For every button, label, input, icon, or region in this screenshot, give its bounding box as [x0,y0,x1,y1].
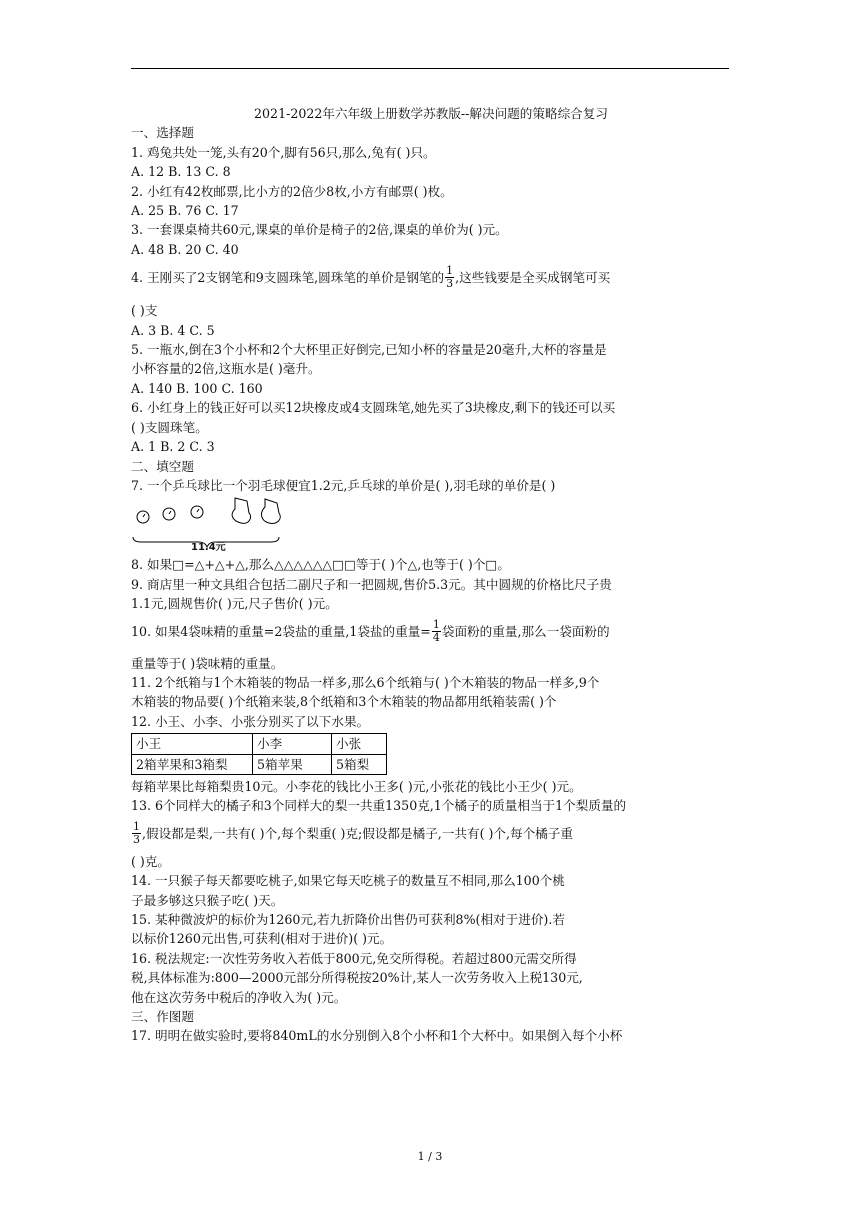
question-3: 3. 一套课桌椅共60元,课桌的单价是椅子的2倍,课桌的单价为( )元。 [131,222,508,238]
fraction: $\frac{1}{4}$ [432,618,440,645]
question-4: 4. 王刚买了2支钢笔和9支圆珠笔,圆珠笔的单价是钢笔的 $\frac{1}{3}$ ,这些钱要是全买成钢笔可买 [131,263,611,290]
table-cell: 5箱苹果 [253,754,332,774]
fruit-table [131,733,387,775]
fraction: $\frac{1}{3}$ [446,263,454,290]
question-11-line2: 木箱装的物品要( )个纸箱来装,8个纸箱和3个木箱装的物品都用纸箱装需( )个 [131,694,557,710]
question-9-line2: 1.1元,圆规售价( )元,尺子售价( )元。 [131,596,338,612]
question-16: 16. 税法规定:一次性劳务收入若低于800元,免交所得税。若超过800元需交所得 [131,950,577,966]
question-2: 2. 小红有42枚邮票,比小方的2倍少8枚,小方有邮票( )枚。 [131,183,453,199]
question-1: 1. 鸡兔共处一笼,头有20个,脚有56只,那么,兔有( )只。 [131,144,436,160]
table-header-cell: 小李 [253,734,332,754]
fraction: $\frac{1}{3}$ [133,820,140,847]
question-14-line2: 子最多够这只猴子吃( )天。 [131,892,284,908]
question-15-line2: 以标价1260元出售,可获利(相对于进价)( )元。 [131,931,393,947]
question-5-line2: 小杯容量的2倍,这瓶水是( )毫升。 [131,361,321,377]
question-14: 14. 一只猴子每天都要吃桃子,如果它每天吃桃子的数量互不相同,那么100个桃 [131,873,565,889]
table-row [132,754,387,774]
question-15: 15. 某种微波炉的标价为1260元,若九折降价出售仍可获利8%(相对于进价).若 [131,912,565,927]
section-heading: 三、作图题 [131,1009,194,1025]
question-9: 9. 商店里一种文具组合包括二副尺子和一把圆规,售价5.3元。其中圆规的价格比尺子贵 [131,576,612,592]
question-13: 13. 6个同样大的橘子和3个同样大的梨一共重1350克,1个橘子的质量相当于1个梨质量的 [131,798,627,814]
section-heading: 一、选择题 [131,125,194,141]
table-header-cell: 小王 [132,734,253,754]
table-cell: 2箱苹果和3箱梨 [132,754,253,774]
page-number: 1 / 3 [417,1150,443,1163]
question-12: 12. 小王、小李、小张分别买了以下水果。 [131,713,370,729]
worksheet [131,104,731,1046]
question-3-options: A. 48 B. 20 C. 40 [131,241,239,257]
question-11: 11. 2个纸箱与1个木箱装的物品一样多,那么6个纸箱与( )个木箱装的物品一样多,9个 [131,674,600,690]
question-6-options: A. 1 B. 2 C. 3 [131,439,215,455]
question-16-line3: 他在这次劳务中税后的净收入为( )元。 [131,989,347,1005]
question-13-line3: ( )克。 [131,853,171,869]
question-17: 17. 明明在做实验时,要将840mL的水分别倒入8个小杯和1个大杯中。如果倒入每个小杯 [131,1028,623,1044]
table-row [132,734,387,754]
question-6-line2: ( )支圆珠笔。 [131,419,208,435]
price-label: 11.4元 [191,542,226,554]
question-2-options: A. 25 B. 76 C. 17 [131,203,239,219]
question-4-options: A. 3 B. 4 C. 5 [131,322,215,338]
question-6: 6. 小红身上的钱正好可以买12块橡皮或4支圆珠笔,她先买了3块橡皮,剩下的钱还可以买 [131,400,616,416]
question-5-options: A. 140 B. 100 C. 160 [131,380,263,396]
question-5: 5. 一瓶水,倒在3个小杯和2个大杯里正好倒完,已知小杯的容量是20毫升,大杯的容量是 [131,342,607,358]
question-4-line2: ( )支 [131,303,158,319]
question-1-options: A. 12 B. 13 C. 8 [131,164,231,180]
question-8: 8. 如果□=△+△+△,那么△△△△△△□□等于( )个△,也等于( )个□。 [131,557,510,573]
question-16-line2: 税,具体标准为:800—2000元部分所得税按20%计,某人一次劳务收入上税130元, [131,970,583,986]
table-header-cell: 小张 [332,734,387,754]
question-13-line2: $\frac{1}{3}$ ,假设都是梨,一共有( )个,每个梨重( )克;假设都是橘子,一共有( )个,每个橘子重 [133,820,573,847]
section-heading: 二、填空题 [131,458,194,474]
header-rule [131,68,729,69]
question-12-after: 每箱苹果比每箱梨贵10元。小李花的钱比小王多( )元,小张花的钱比小王少( )元。 [131,778,582,794]
question-7: 7. 一个乒乓球比一个羽毛球便宜1.2元,乒乓球的单价是( ),羽毛球的单价是( ) [131,477,556,493]
page-title: 2021-2022年六年级上册数学苏教版--解决问题的策略综合复习 [254,106,608,121]
table-cell: 5箱梨 [332,754,387,774]
question-10: 10. 如果4袋味精的重量=2袋盐的重量,1袋盐的重量= $\frac{1}{4}$ 袋面粉的重量,那么一袋面粉的 [131,618,610,645]
question-10-line2: 重量等于( )袋味精的重量。 [131,655,284,671]
ball-figure [131,495,731,555]
